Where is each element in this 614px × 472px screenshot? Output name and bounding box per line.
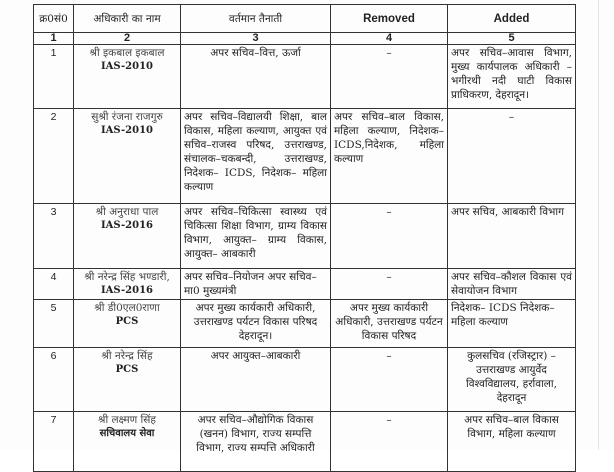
column-number: 4 [331,33,448,45]
transfer-table [33,4,576,472]
officer-name: श्री लक्ष्मण सिंह [98,414,156,426]
officer-cell [74,109,181,204]
current-posting: अपर सचिव–चिकित्सा स्वास्थ्य एवं चिकित्सा शिक्षा विभाग, ग्राम्य विकास विभाग, आयुक्त– ग्राम्य विकास, आयुक्त– आबकारी [181,204,331,269]
removed-charge: अपर मुख्य कार्यकारी अधिकारी, उत्तराखण्ड पर्यटन विकास परिषद [331,300,448,348]
current-posting: अपर मुख्य कार्यकारी अधिकारी, उत्तराखण्ड पर्यटन विकास परिषद देहरादून। [181,300,331,348]
column-number: 1 [34,33,74,45]
header-added: Added [448,5,576,33]
officer-cell [74,412,181,472]
current-posting: अपर सचिव–औद्योगिक विकास (खनन) विभाग, राज्य सम्पत्ति विभाग, राज्य सम्पत्ति अधिकारी [181,412,331,472]
table-row [34,204,576,269]
officer-name: श्री इकबाल इकबाल [89,47,165,59]
officer-cell [74,348,181,412]
added-charge: कुलसचिव (रजिस्ट्रार) –उत्तराखण्ड आयुर्वेद विश्वविद्यालय, हर्रावाला, देहरादून [448,348,576,412]
added-charge: निदेशक– ICDS निदेशक–महिला कल्याण [448,300,576,348]
table-row [34,45,576,109]
serial-number: 7 [34,412,74,472]
officer-service: IAS-2016 [100,285,153,296]
removed-charge: – [331,204,448,269]
officer-cell [74,300,181,348]
officer-cell [74,269,181,300]
column-number: 5 [448,33,576,45]
added-charge: अपर सचिव, आबकारी विभाग [448,204,576,269]
officer-service: IAS-2010 [100,61,153,72]
officer-name: सुश्री रंजना राजगुरु [91,111,163,123]
serial-number: 4 [34,269,74,300]
officer-name: श्री नरेन्द्र सिंह भण्डारी, [84,271,170,283]
page-edge [598,0,599,450]
serial-number: 5 [34,300,74,348]
table-row [34,300,576,348]
header-current-posting: वर्तमान तैनाती [181,5,331,33]
header-removed: Removed [331,5,448,33]
current-posting: अपर सचिव–वित्त, ऊर्जा [181,45,331,109]
added-charge: अपर सचिव–आवास विभाग, मुख्य कार्यपालक अधिकारी –भगीरथी नदी घाटी विकास प्राधिकरण, देहरादून। [448,45,576,109]
removed-charge: – [331,412,448,472]
table-row [34,269,576,300]
removed-charge: – [331,348,448,412]
officer-service: सचिवालय सेवा [99,428,155,439]
added-charge: अपर सचिव–बाल विकास विभाग, महिला कल्याण [448,412,576,472]
table-row [34,348,576,412]
removed-charge: – [331,269,448,300]
serial-number: 2 [34,109,74,204]
serial-number: 1 [34,45,74,109]
officer-name: श्री अनुराधा पाल [95,206,159,218]
removed-charge: अपर सचिव–बाल विकास, महिला कल्याण, निदेशक–ICDS,निदेशक, महिला कल्याण [331,109,448,204]
officer-cell [74,45,181,109]
current-posting: अपर आयुक्त–आबकारी [181,348,331,412]
column-number: 3 [181,33,331,45]
removed-charge: – [331,45,448,109]
officer-service: PCS [115,316,139,327]
column-number: 2 [74,33,181,45]
header-officer-name: अधिकारी का नाम [74,5,181,33]
officer-cell [74,204,181,269]
added-charge: अपर सचिव–कौशल विकास एवं सेवायोजन विभाग [448,269,576,300]
current-posting: अपर सचिव–नियोजन अपर सचिव–मा0 मुख्यमंत्री [181,269,331,300]
table-row [34,109,576,204]
officer-name: श्री नरेन्द्र सिंह [101,350,153,362]
officer-service: IAS-2010 [100,125,153,136]
current-posting: अपर सचिव–विद्यालयी शिक्षा, बाल विकास, महिला कल्याण, आयुक्त एवं सचिव–राजस्व परिषद, उत्तराखण्ड, संचालक–चकबन्दी, उत्तराखण्ड, निदेशक– ICDS, निदेशक– महिला कल्याण [181,109,331,204]
officer-name: श्री डी0एल0राणा [94,302,160,314]
table-row [34,412,576,472]
serial-number: 6 [34,348,74,412]
header-row [34,5,576,33]
officer-service: IAS-2016 [100,220,153,231]
column-number-row [34,33,576,45]
officer-service: PCS [115,364,139,375]
added-charge: – [448,109,576,204]
serial-number: 3 [34,204,74,269]
header-serial: क्र0सं0 [34,5,74,33]
